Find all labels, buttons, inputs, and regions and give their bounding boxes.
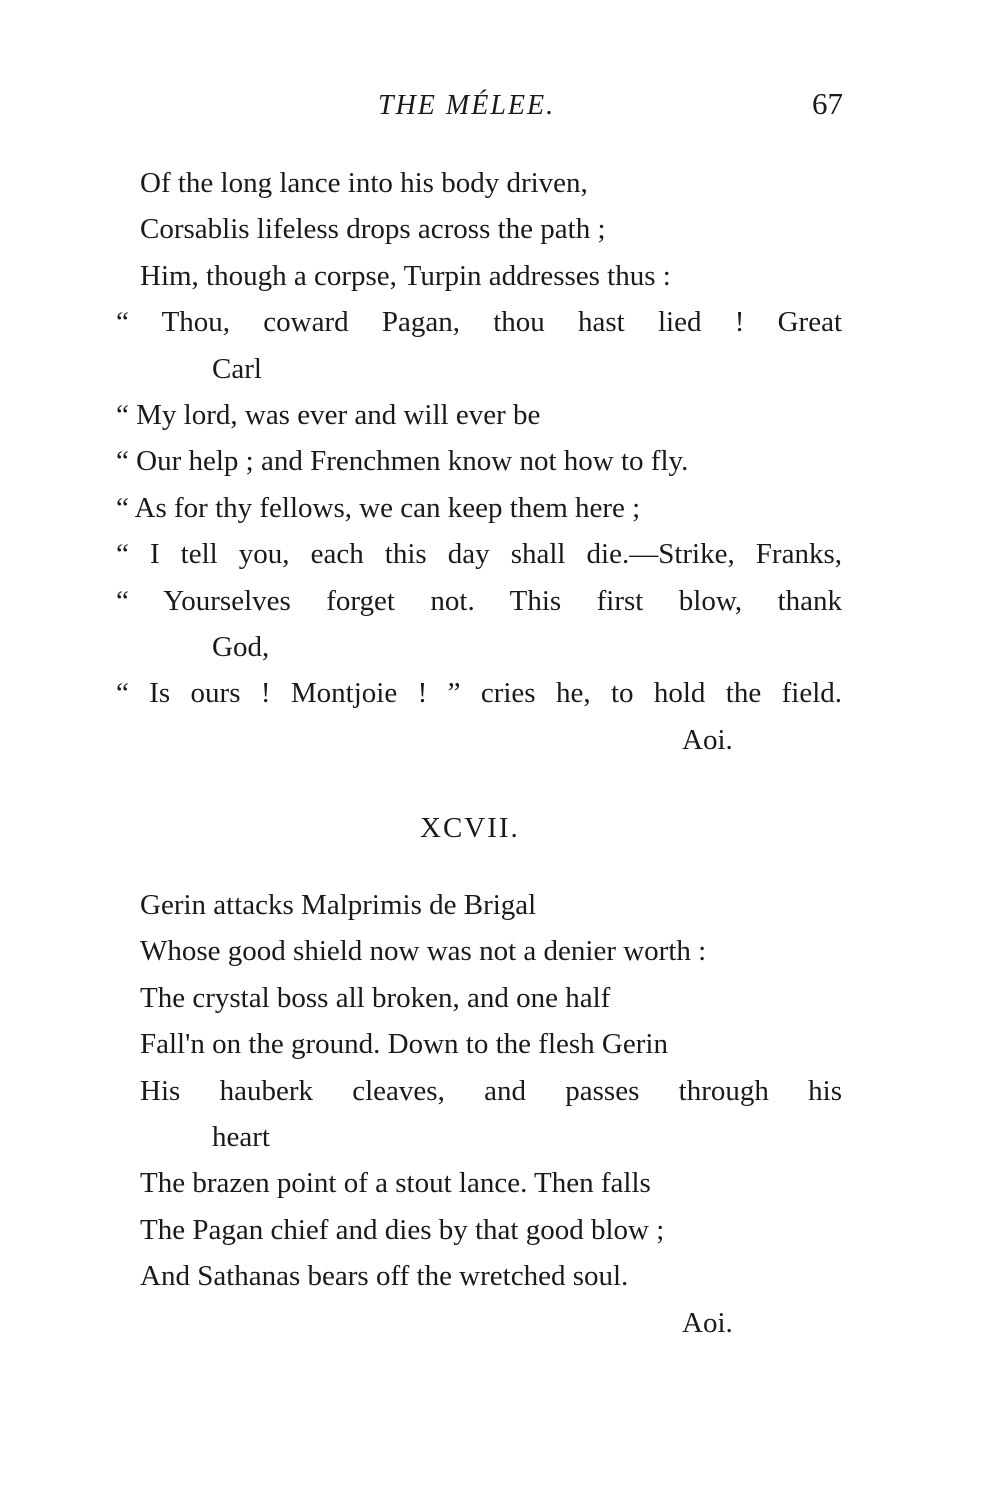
verse-line: “ Our help ; and Frenchmen know not how to fly. — [116, 445, 689, 478]
verse-line: Of the long lance into his body driven, — [140, 167, 588, 199]
stanza-xcvi-ending — [0, 160, 1000, 763]
verse-line: His hauberk cleaves, and passes through his — [140, 1074, 842, 1107]
verse-line: “ Is ours ! Montjoie ! ” cries he, to hold the field. — [116, 677, 842, 710]
refrain-aoi: Aoi. — [682, 723, 733, 756]
stanza-xcvii — [0, 882, 1000, 1346]
section-heading: XCVII. — [420, 812, 520, 844]
verse-line: Him, though a corpse, Turpin addresses thus : — [140, 259, 671, 292]
verse-line-continuation: Carl — [212, 352, 262, 385]
running-title: THE MÉLEE. — [378, 90, 556, 121]
verse-line: Whose good shield now was not a denier worth : — [140, 935, 707, 968]
verse-line: Fall'n on the ground. Down to the flesh Gerin — [140, 1028, 668, 1061]
verse-line: “ My lord, was ever and will ever be — [116, 398, 541, 431]
verse-line: “ Yourselves forget not. This first blow, thank — [116, 584, 842, 617]
verse-line: Corsablis lifeless drops across the path ; — [140, 213, 606, 246]
verse-line-continuation: heart — [212, 1120, 270, 1153]
verse-line: The crystal boss all broken, and one half — [140, 981, 611, 1014]
verse-line: The brazen point of a stout lance. Then falls — [140, 1167, 651, 1200]
page-number: 67 — [812, 86, 843, 121]
verse-line: Gerin attacks Malprimis de Brigal — [140, 889, 537, 921]
verse-line: And Sathanas bears off the wretched soul. — [140, 1260, 629, 1293]
verse-line: “ I tell you, each this day shall die.—Strike, Franks, — [116, 538, 842, 571]
verse-line: “ As for thy fellows, we can keep them here ; — [116, 491, 641, 524]
refrain-aoi: Aoi. — [682, 1306, 733, 1339]
verse-line-continuation: God, — [212, 630, 270, 663]
verse-line: “ Thou, coward Pagan, thou hast lied ! Great — [116, 306, 842, 339]
verse-line: The Pagan chief and dies by that good blow ; — [140, 1213, 665, 1246]
